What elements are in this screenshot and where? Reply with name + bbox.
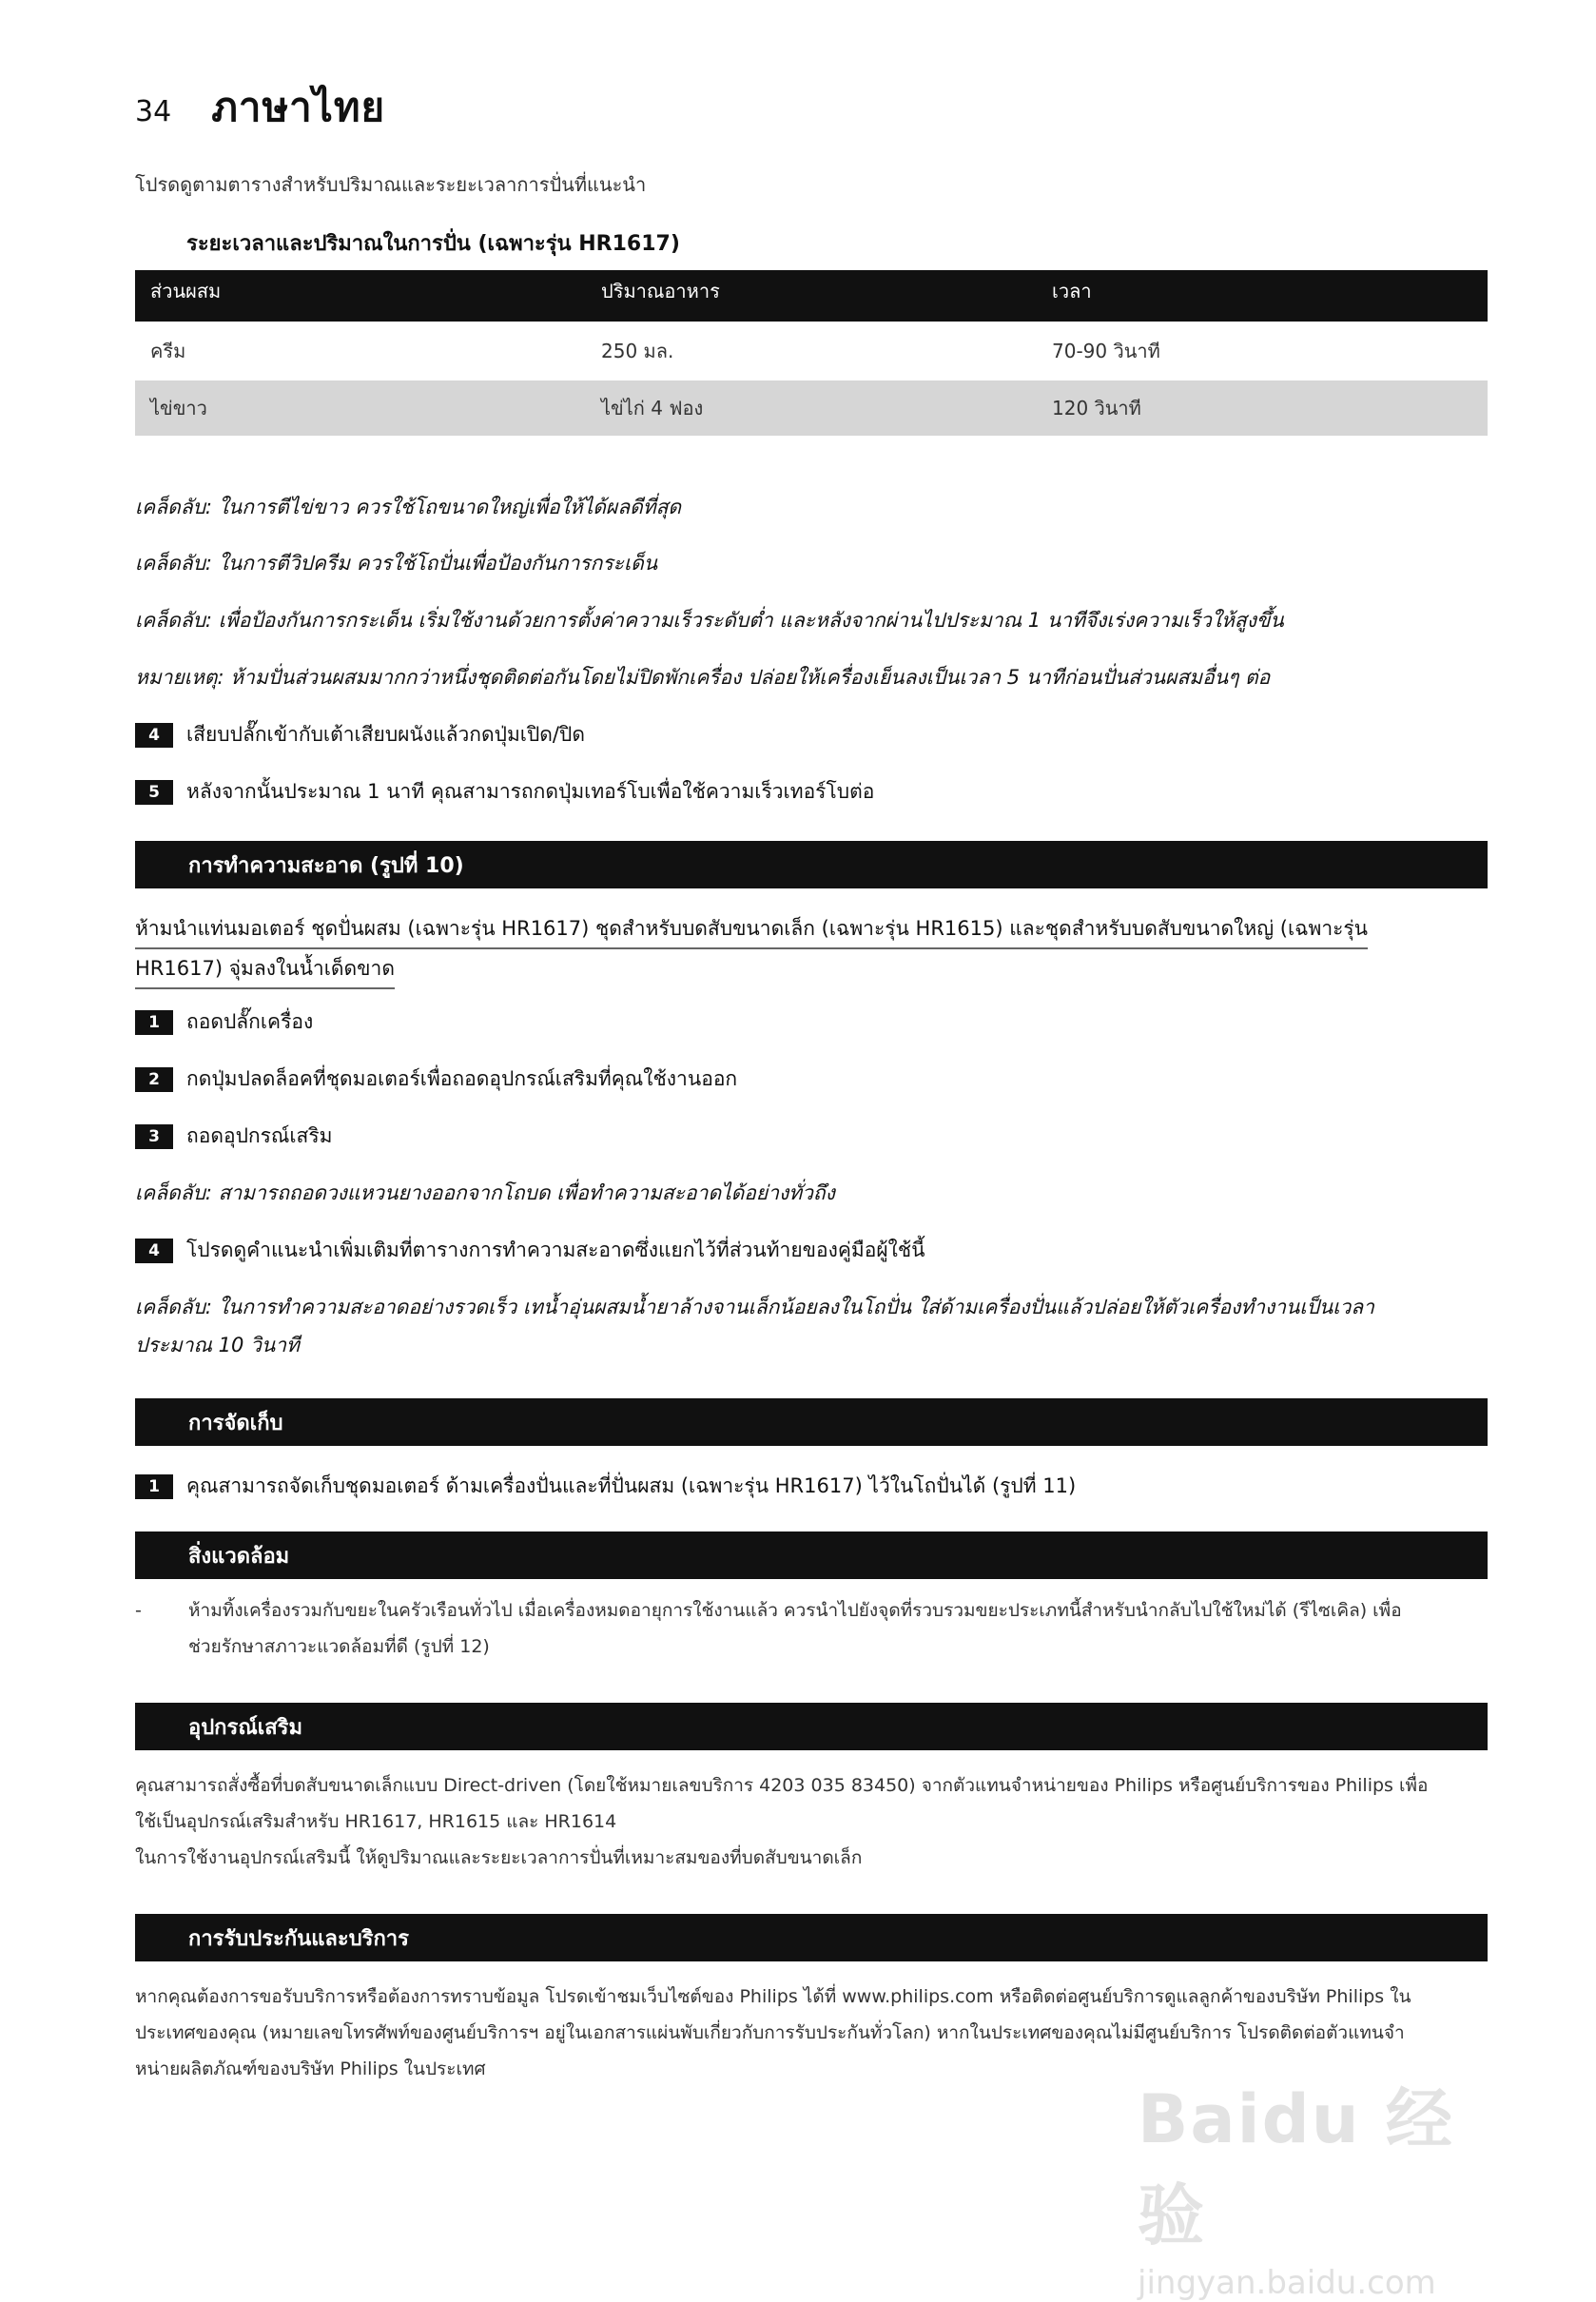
header-time: เวลา bbox=[1052, 280, 1092, 302]
tip-note: เคล็ดลับ: สามารถถอดวงแหวนยางออกจากโถบด เพื่อทำความสะอาดได้อย่างทั่วถึง bbox=[135, 1181, 835, 1204]
text-line: ช่วยรักษาสภาวะแวดล้อมที่ดี (รูปที่ 12) bbox=[188, 1636, 490, 1657]
table-cell: ไข่ไก่ 4 ฟอง bbox=[601, 397, 704, 419]
step-item bbox=[135, 776, 874, 808]
table-cell: 250 มล. bbox=[601, 340, 674, 362]
page-header bbox=[135, 76, 385, 139]
step-text: เสียบปลั๊กเข้ากับเต้าเสียบผนังแล้วกดปุ่มเปิด/ปิด bbox=[186, 723, 585, 746]
warning-line: HR1617) จุ่มลงในน้ำเด็ดขาด bbox=[135, 949, 395, 989]
table-title: ระยะเวลาและปริมาณในการปั่น (เฉพาะรุ่น HR1617) bbox=[186, 232, 680, 256]
tip-note: เคล็ดลับ: ในการตีวิปครีม ควรใช้โถปั่นเพื่อป้องกันการกระเด็น bbox=[135, 552, 658, 575]
step-text: กดปุ่มปลดล็อคที่ชุดมอเตอร์เพื่อถอดอุปกรณ์เสริมที่คุณใช้งานออก bbox=[186, 1067, 738, 1090]
baidu-watermark bbox=[1138, 2066, 1508, 2302]
step-number: 3 bbox=[135, 1124, 173, 1149]
blend-time-table bbox=[135, 270, 1488, 436]
step-text: โปรดดูคำแนะนำเพิ่มเติมที่ตารางการทำความสะอาดซึ่งแยกไว้ที่ส่วนท้ายของคู่มือผู้ใช้นี้ bbox=[186, 1239, 925, 1261]
step-number: 4 bbox=[135, 723, 173, 748]
section-heading-storage: การจัดเก็บ bbox=[135, 1398, 1488, 1446]
step-text: ถอดปลั๊กเครื่อง bbox=[186, 1010, 314, 1033]
header-ingredient: ส่วนผสม bbox=[150, 280, 222, 302]
text-line: หากคุณต้องการขอรับบริการหรือต้องการทราบข้อมูล โปรดเข้าชมเว็บไซต์ของ Philips ได้ที่ www.philips.com หรือติดต่อศูนย์บริการดูแลลูกค้าของบริษัท Philips ใน bbox=[135, 1986, 1411, 2007]
step-number: 2 bbox=[135, 1067, 173, 1092]
step-number: 5 bbox=[135, 780, 173, 805]
step-item bbox=[135, 1063, 737, 1095]
cleaning-warning bbox=[135, 909, 1495, 989]
header-quantity: ปริมาณอาหาร bbox=[601, 280, 720, 302]
table-row bbox=[135, 322, 1488, 380]
tip-line: ประมาณ 10 วินาที bbox=[135, 1334, 300, 1356]
text-line: ใช้เป็นอุปกรณ์เสริมสำหรับ HR1617, HR1615 และ HR1614 bbox=[135, 1811, 617, 1832]
step-number: 1 bbox=[135, 1474, 173, 1499]
section-heading-warranty: การรับประกันและบริการ bbox=[135, 1914, 1488, 1961]
page-number: 34 bbox=[135, 95, 172, 128]
table-cell: ครีม bbox=[150, 340, 186, 362]
step-text: คุณสามารถจัดเก็บชุดมอเตอร์ ด้ามเครื่องปั่นและที่ปั่นผสม (เฉพาะรุ่น HR1617) ไว้ในโถปั่นได้ (รูปที่ 11) bbox=[186, 1474, 1077, 1497]
step-item bbox=[135, 1471, 1076, 1502]
accessories-text bbox=[135, 1767, 1495, 1876]
step-item bbox=[135, 719, 585, 751]
tip-note bbox=[135, 1288, 1495, 1364]
text-line: ประเทศของคุณ (หมายเลขโทรศัพท์ของศูนย์บริการฯ อยู่ในเอกสารแผ่นพับเกี่ยวกับการรับประกันทั่วโลก) หากในประเทศของคุณไม่มีศูนย์บริการ โปรดติดต่อตัวแทนจำ bbox=[135, 2022, 1405, 2043]
step-item bbox=[135, 1121, 333, 1152]
section-heading-environment: สิ่งแวดล้อม bbox=[135, 1531, 1488, 1579]
step-item bbox=[135, 1235, 925, 1266]
step-item bbox=[135, 1006, 313, 1038]
text-line: ห้ามทิ้งเครื่องรวมกับขยะในครัวเรือนทั่วไป เมื่อเครื่องหมดอายุการใช้งานแล้ว ควรนำไปยังจุดที่รวบรวมขยะประเภทนี้สำหรับนำกลับไปใช้ใหม่ได้ (รีไซเคิล) เพื่อ bbox=[188, 1600, 1402, 1621]
tip-note: เคล็ดลับ: ในการตีไข่ขาว ควรใช้โถขนาดใหญ่เพื่อให้ได้ผลดีที่สุด bbox=[135, 496, 682, 518]
text-line: หน่ายผลิตภัณฑ์ของบริษัท Philips ในประเทศ bbox=[135, 2058, 486, 2079]
table-header-row bbox=[135, 270, 1488, 322]
step-text: หลังจากนั้นประมาณ 1 นาที คุณสามารถกดปุ่มเทอร์โบเพื่อใช้ความเร็วเทอร์โบต่อ bbox=[186, 780, 875, 803]
text-line: ในการใช้งานอุปกรณ์เสริมนี้ ให้ดูปริมาณและระยะเวลาการปั่นที่เหมาะสมของที่บดสับขนาดเล็ก bbox=[135, 1847, 863, 1868]
language-title: ภาษาไทย bbox=[211, 84, 386, 130]
table-cell: ไข่ขาว bbox=[150, 397, 207, 419]
tip-line: เคล็ดลับ: ในการทำความสะอาดอย่างรวดเร็ว เทน้ำอุ่นผสมน้ำยาล้างจานเล็กน้อยลงในโถปั่น ใส่ด้ามเครื่องปั่นแล้วปล่อยให้ตัวเครื่องทำงานเป็นเวลา bbox=[135, 1296, 1374, 1318]
table-cell: 70-90 วินาที bbox=[1052, 340, 1160, 362]
bullet-dash: - bbox=[135, 1600, 142, 1621]
bullet-text bbox=[188, 1592, 1402, 1665]
step-number: 1 bbox=[135, 1010, 173, 1035]
table-row bbox=[135, 380, 1488, 436]
table-cell: 120 วินาที bbox=[1052, 397, 1141, 419]
caution-note: หมายเหตุ: ห้ามปั่นส่วนผสมมากกว่าหนึ่งชุดติดต่อกันโดยไม่ปิดพักเครื่อง ปล่อยให้เครื่องเย็นลงเป็นเวลา 5 นาทีก่อนปั่นส่วนผสมอื่นๆ ต่อ bbox=[135, 666, 1271, 689]
watermark-url: jingyan.baidu.com bbox=[1138, 2264, 1436, 2302]
section-heading-accessories: อุปกรณ์เสริม bbox=[135, 1703, 1488, 1750]
watermark-logo: Baidu 经验 bbox=[1138, 2080, 1454, 2254]
environment-bullet bbox=[135, 1592, 1495, 1665]
step-number: 4 bbox=[135, 1239, 173, 1263]
section-heading-cleaning: การทำความสะอาด (รูปที่ 10) bbox=[135, 841, 1488, 888]
text-line: คุณสามารถสั่งซื้อที่บดสับขนาดเล็กแบบ Direct-driven (โดยใช้หมายเลขบริการ 4203 035 83450) จากตัวแทนจำหน่ายของ Philips หรือศูนย์บริการของ Philips เพื่อ bbox=[135, 1775, 1429, 1796]
warning-line: ห้ามนำแท่นมอเตอร์ ชุดปั่นผสม (เฉพาะรุ่น HR1617) ชุดสำหรับบดสับขนาดเล็ก (เฉพาะรุ่น HR1615) และชุดสำหรับบดสับขนาดใหญ่ (เฉพาะรุ่น bbox=[135, 909, 1368, 949]
step-text: ถอดอุปกรณ์เสริม bbox=[186, 1124, 333, 1147]
intro-text: โปรดดูตามตารางสำหรับปริมาณและระยะเวลาการปั่นที่แนะนำ bbox=[135, 173, 647, 196]
tip-note: เคล็ดลับ: เพื่อป้องกันการกระเด็น เริ่มใช้งานด้วยการตั้งค่าความเร็วระดับต่ำ และหลังจากผ่านไปประมาณ 1 นาทีจึงเร่งความเร็วให้สูงขึ้น bbox=[135, 609, 1284, 632]
